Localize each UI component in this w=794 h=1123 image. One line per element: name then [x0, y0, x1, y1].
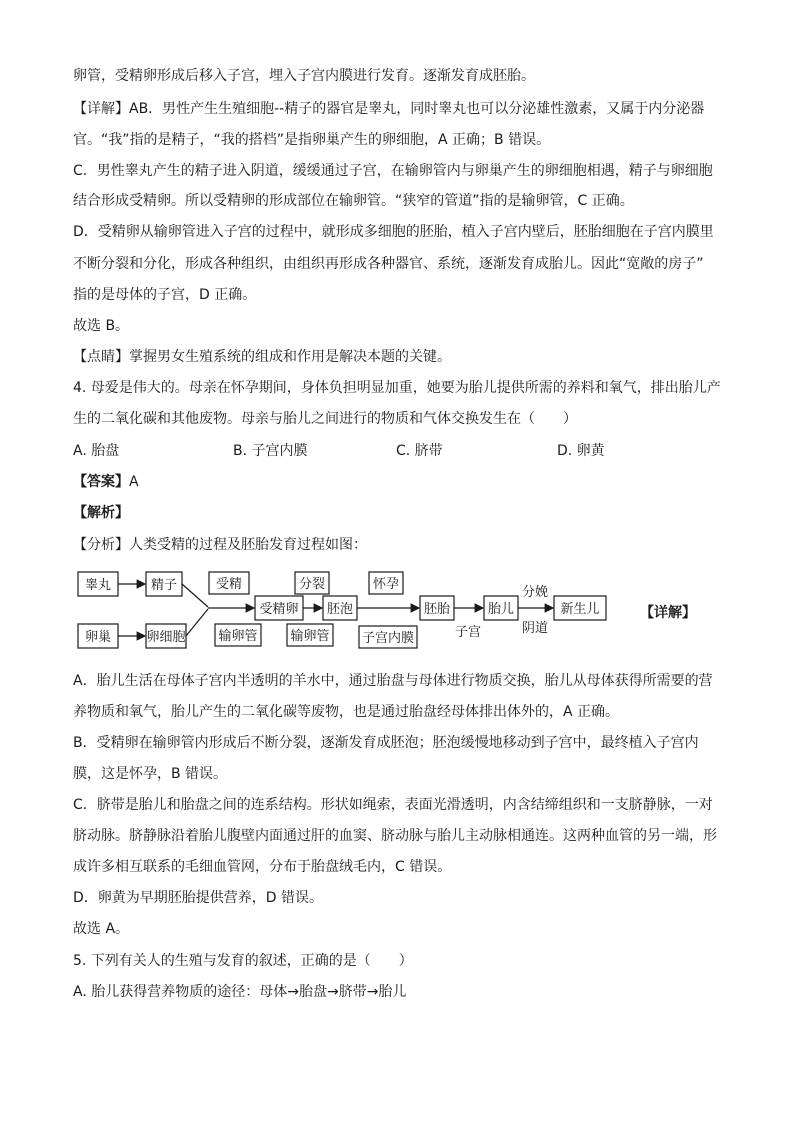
- text-line: B．受精卵在输卵管内形成后不断分裂，逐渐发育成胚泡；胚泡缓慢地移动到子宫中，最终植入子宫内: [73, 735, 699, 751]
- fertilization-diagram: [73, 560, 723, 655]
- text-line: 膜，这是怀孕，B 错误。: [73, 766, 228, 782]
- text-line: 养物质和氧气，胎儿产生的二氧化碳等废物，也是通过胎盘经母体排出体外的，A 正确。: [73, 704, 620, 720]
- text-line: D．受精卵从输卵管进入子宫的过程中，就形成多细胞的胚胎，植入子宫内壁后，胚胎细胞在子宫内膜里: [73, 224, 714, 240]
- detail-tag: 【详解】: [640, 605, 696, 621]
- label-pregnancy: 怀孕: [372, 577, 400, 592]
- node-testis: 睾丸: [84, 578, 112, 593]
- analysis-tag: 【解析】: [73, 505, 129, 521]
- option-a: A. 胎盘: [73, 443, 120, 459]
- option-b: B. 子宫内膜: [233, 443, 308, 459]
- text-line: 不断分裂和分化，形成各种组织，由组织再形成各种器官、系统，逐渐发育成胎儿。因此“宽敞的房子”: [73, 256, 704, 272]
- fertilization-flowchart: [73, 560, 723, 655]
- question-5-option-a: A. 胎儿获得营养物质的途径：母体→胎盘→脐带→胎儿: [73, 984, 407, 1000]
- label-endometrium: 子宫内膜: [361, 631, 415, 646]
- node-newborn: 新生儿: [560, 602, 600, 617]
- label-uterus: 子宫: [454, 625, 482, 640]
- question-4-stem: 生的二氧化碳和其他废物。母亲与胎儿之间进行的物质和气体交换发生在（ ）: [73, 411, 577, 427]
- answer-tag: 【答案】: [73, 474, 129, 490]
- node-zygote: 受精卵: [259, 602, 299, 617]
- option-c: C. 脐带: [396, 443, 443, 459]
- label-oviduct-1: 输卵管: [218, 629, 258, 644]
- text-line: 【详解】AB．男性产生生殖细胞--精子的器官是睾丸，同时睾丸也可以分泌雄性激素，又属于内分泌器: [73, 101, 705, 117]
- question-4-stem: 4. 母爱是伟大的。母亲在怀孕期间，身体负担明显加重，她要为胎儿提供所需的养料和氧气，排出胎儿产: [73, 380, 721, 396]
- text-line: 故选 B。: [73, 318, 130, 334]
- answer-value: A: [129, 474, 139, 490]
- answer-line: [73, 472, 139, 492]
- text-line: 指的是母体的子宫，D 正确。: [73, 287, 257, 303]
- label-vagina: 阴道: [521, 621, 549, 636]
- question-4-options: [73, 440, 723, 460]
- node-ovary: 卵巢: [84, 630, 112, 645]
- text-line: C．脐带是胎儿和胎盘之间的连系结构。形状如绳索，表面光滑透明，内含结缔组织和一支脐静脉，一对: [73, 797, 713, 813]
- option-d: D. 卵黄: [557, 443, 605, 459]
- label-oviduct-2: 输卵管: [290, 629, 330, 644]
- node-fetus: 胎儿: [487, 602, 515, 617]
- analysis-intro: 【分析】人类受精的过程及胚胎发育过程如图：: [73, 537, 367, 553]
- text-line: 结合形成受精卵。所以受精卵的形成部位在输卵管。“狭窄的管道”指的是输卵管，C 正确。: [73, 193, 634, 209]
- question-5-stem: 5. 下列有关人的生殖与发育的叙述，正确的是（ ）: [73, 953, 413, 969]
- text-line: 脐动脉。脐静脉沿着胎儿腹壁内面通过肝的血窦、脐动脉与胎儿主动脉相通连。这两种血管的另一端，形: [73, 828, 717, 844]
- node-embryo: 胚胎: [423, 602, 451, 617]
- text-line: 故选 A。: [73, 921, 130, 937]
- text-line: 官。“我”指的是精子，“我的搭档”是指卵巢产生的卵细胞，A 正确；B 错误。: [73, 132, 551, 148]
- text-line: 成许多相互联系的毛细血管网，分布于胎盘绒毛内，C 错误。: [73, 859, 452, 875]
- node-egg: 卵细胞: [146, 630, 186, 645]
- text-line: D．卵黄为早期胚胎提供营养，D 错误。: [73, 890, 324, 906]
- label-delivery: 分娩: [521, 585, 549, 600]
- node-sperm: 精子: [150, 578, 178, 593]
- label-division: 分裂: [298, 577, 326, 592]
- text-line: C．男性睾丸产生的精子进入阴道，缓缓通过子宫，在输卵管内与卵巢产生的卵细胞相遇，精子与卵细胞: [73, 163, 713, 179]
- node-blastocyst: 胚泡: [326, 602, 354, 617]
- label-fertilization: 受精: [215, 577, 243, 592]
- text-line: A．胎儿生活在母体子宫内半透明的羊水中，通过胎盘与母体进行物质交换，胎儿从母体获得所需要的营: [73, 673, 713, 689]
- text-line: 【点睛】掌握男女生殖系统的组成和作用是解决本题的关键。: [73, 349, 451, 365]
- text-line: 卵管，受精卵形成后移入子宫，埋入子宫内膜进行发育。逐渐发育成胚胎。: [73, 68, 535, 84]
